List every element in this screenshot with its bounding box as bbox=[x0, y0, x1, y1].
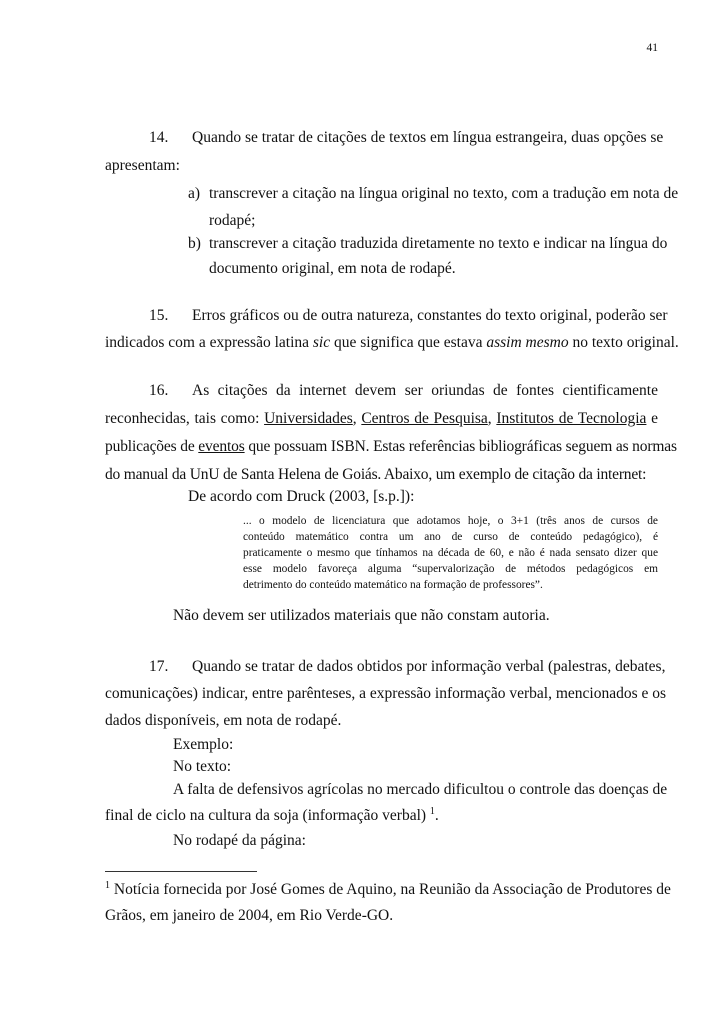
footnote-line-1: $^1$ Notícia fornecida por José Gomes de Aquino, na Reunião da Associação de Produtores de bbox=[105, 879, 671, 898]
option-b-label: b) bbox=[188, 235, 201, 252]
assim-mesmo-term: assim mesmo bbox=[486, 334, 569, 351]
item-15-line-2: indicados com a expressão latina sic que significa que estava assim mesmo no texto original. bbox=[105, 334, 679, 351]
universidades-link: Universidades bbox=[264, 410, 353, 427]
authorship-note: Não devem ser utilizados materiais que não constam autoria. bbox=[173, 607, 550, 624]
item-16-number: 16. bbox=[149, 382, 169, 399]
footnote-line-2: Grãos, em janeiro de 2004, em Rio Verde-GO. bbox=[105, 907, 394, 924]
institutos-de-tecnologia-link: Institutos de Tecnologia bbox=[496, 410, 647, 427]
item-17-line-2: comunicações) indicar, entre parênteses, a expressão informação verbal, mencionados e os bbox=[105, 685, 667, 702]
quote-line: ... o modelo de licenciatura que adotamos hoje, o 3+1 (três anos de cursos de bbox=[243, 515, 658, 527]
quote-line: detrimento do conteúdo matemático na formação de professores”. bbox=[243, 579, 543, 591]
option-a-label: a) bbox=[188, 185, 201, 202]
quote-line: conteúdo matemático contra um ano de curso de conteúdo pedagógico), é bbox=[243, 531, 658, 543]
item-14-number: 14. bbox=[149, 129, 169, 146]
item-16-line-3: publicações de eventos que possuam ISBN. Estas referências bibliográficas seguem as normas bbox=[105, 438, 677, 455]
no-texto-label: No texto: bbox=[173, 758, 232, 775]
page-number: 41 bbox=[646, 42, 658, 54]
centros-de-pesquisa-link: Centros de Pesquisa bbox=[361, 410, 488, 427]
example-line-1: A falta de defensivos agrícolas no mercado dificultou o controle das doenças de bbox=[173, 781, 668, 798]
item-15-number: 15. bbox=[149, 307, 169, 324]
item-17-line-3: dados disponíveis, em nota de rodapé. bbox=[105, 712, 342, 729]
eventos-link: eventos bbox=[198, 438, 245, 455]
item-14-line-1: 14. Quando se tratar de citações de textos em língua estrangeira, duas opções se bbox=[149, 129, 664, 146]
footnote-reference: 1 bbox=[429, 805, 435, 817]
option-a-line-1: a) transcrever a citação na língua original no texto, com a tradução em nota de bbox=[188, 185, 679, 202]
quote-line: esse modelo favoreça alguma “supervalorização de métodos pedagógicos em bbox=[243, 563, 658, 575]
item-15-line-1: 15. Erros gráficos ou de outra natureza, constantes do texto original, poderão ser bbox=[149, 307, 668, 324]
option-b-line-1: b) transcrever a citação traduzida diretamente no texto e indicar na língua do bbox=[188, 235, 668, 252]
item-16-line-2: reconhecidas, tais como: Universidades, Centros de Pesquisa, Institutos de Tecnologia e bbox=[105, 410, 658, 427]
item-17-line-1: 17. Quando se tratar de dados obtidos por informação verbal (palestras, debates, bbox=[149, 658, 666, 675]
citation-intro: De acordo com Druck (2003, [s.p.]): bbox=[188, 488, 415, 505]
footnote-marker: 1 bbox=[105, 879, 110, 891]
footnote-separator bbox=[105, 871, 257, 872]
item-16-line-1: 16. As citações da internet devem ser oriundas de fontes cientificamente bbox=[149, 382, 658, 399]
item-17-number: 17. bbox=[149, 658, 169, 675]
quote-line: praticamente o mesmo que tínhamos na década de 60, e não é nada sensato dizer que bbox=[243, 547, 658, 559]
no-rodape-label: No rodapé da página: bbox=[173, 832, 306, 849]
exemplo-label: Exemplo: bbox=[173, 736, 234, 753]
option-b-line-2: documento original, em nota de rodapé. bbox=[209, 260, 456, 277]
sic-term: sic bbox=[312, 334, 331, 351]
item-16-line-4: do manual da UnU de Santa Helena de Goiás. Abaixo, um exemplo de citação da internet: bbox=[105, 466, 647, 483]
item-14-line-2: apresentam: bbox=[105, 157, 180, 174]
option-a-line-2: rodapé; bbox=[209, 212, 256, 229]
example-line-2: final de ciclo na cultura da soja (informação verbal) $^1$. bbox=[105, 805, 439, 824]
